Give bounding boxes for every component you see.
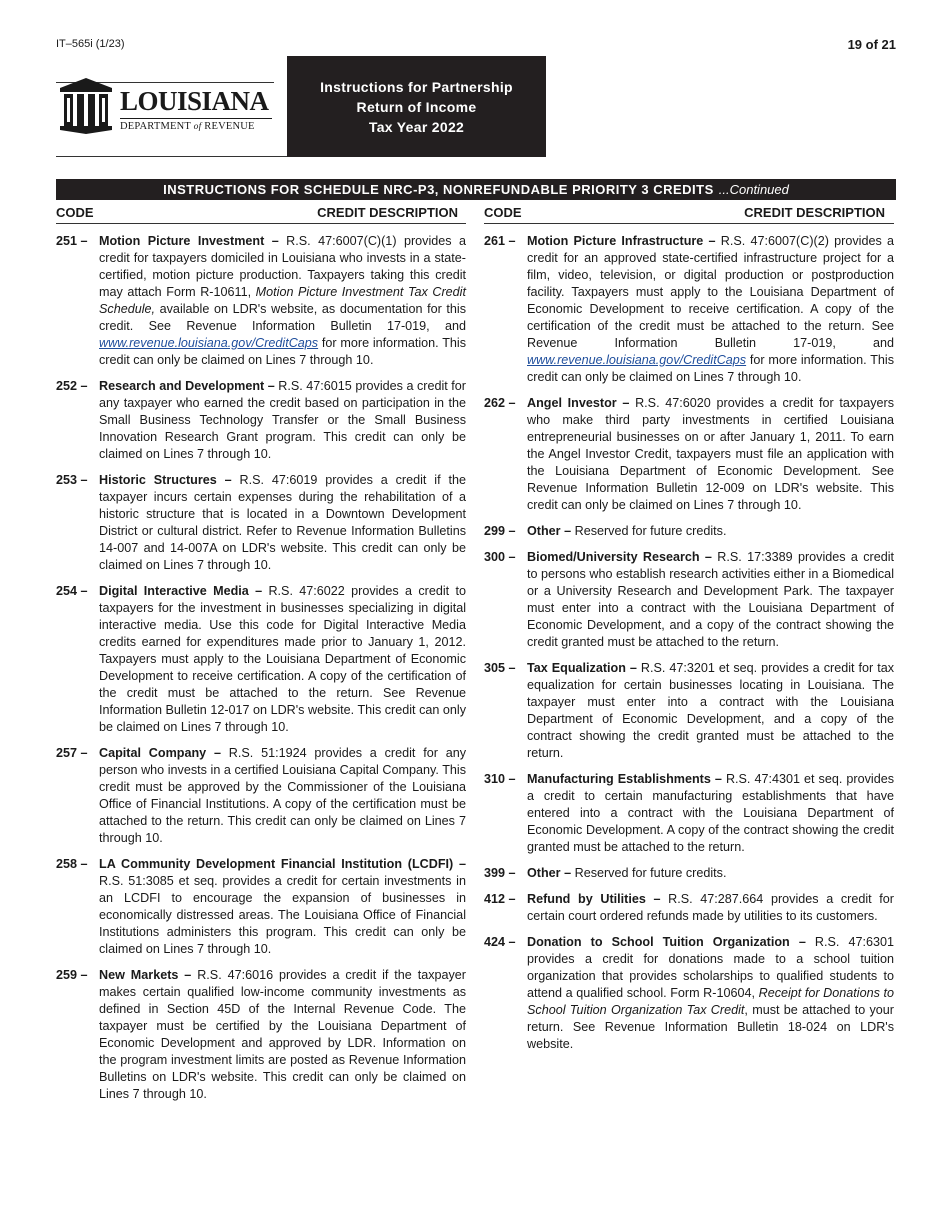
credit-name: Digital Interactive Media – <box>99 584 263 598</box>
credit-code: 253 – <box>56 473 88 487</box>
credit-code: 412 – <box>484 892 516 906</box>
credit-name: Other – <box>527 524 572 538</box>
right-column <box>484 204 894 1062</box>
credit-name: New Markets – <box>99 968 192 982</box>
credit-description: LA Community Development Financial Institution (LCDFI) – R.S. 51:3085 et seq. provides a credit for certain investments in an LCDFI to encourage the expansion of businesses in economically distressed areas. The Louisiana Office of Financial Institutions administers this program. This credit can only be claimed on Lines 7 through 10. <box>99 857 466 956</box>
credit-name: Angel Investor – <box>527 396 630 410</box>
credit-entry-399 <box>484 865 894 882</box>
credit-caps-link[interactable]: www.revenue.louisiana.gov/CreditCaps <box>527 353 747 367</box>
credit-entry-252 <box>56 378 466 463</box>
credit-description: Manufacturing Establishments – R.S. 47:4301 et seq. provides a credit to certain manufacturing establishments that have entered into a contract with the Louisiana Department of Economic Development. A copy of the contract showing the credit granted must be attached to the return. <box>527 772 894 854</box>
credit-description: Historic Structures – R.S. 47:6019 provides a credit if the taxpayer incurs certain expenses during the rehabilitation of a historic structure that is located in a Downtown Development District or cultural district. Refer to Revenue Information Bulletins 14-007 and 14-007A on LDR's website. This credit can only be claimed on Lines 7 through 10. <box>99 473 466 572</box>
left-column <box>56 204 466 1112</box>
code-header: CODE <box>56 205 94 220</box>
credit-entry-251 <box>56 233 466 369</box>
description-header: CREDIT DESCRIPTION <box>744 205 885 220</box>
credit-code: 310 – <box>484 772 516 786</box>
code-header: CODE <box>484 205 522 220</box>
credit-description: Motion Picture Investment – R.S. 47:6007(C)(1) provides a credit for taxpayers domiciled in Louisiana who invests in a state-certified, motion picture production. Taxpayers taking this credit may attach Form R-10611, Motion Picture Investment Tax Credit Schedule, available on LDR's website, as documentation for this credit. See Revenue Information Bulletin 17-019, and www.revenue.louisiana.gov/CreditCaps for more information. This credit can only be claimed on Lines 7 through 10. <box>99 234 466 367</box>
credit-name: Tax Equalization – <box>527 661 637 675</box>
credit-name: Donation to School Tuition Organization – <box>527 935 806 949</box>
description-header: CREDIT DESCRIPTION <box>317 205 458 220</box>
credit-entry-261 <box>484 233 894 386</box>
credit-code: 399 – <box>484 866 516 880</box>
credit-description: Other – Reserved for future credits. <box>527 866 727 880</box>
credit-code: 254 – <box>56 584 88 598</box>
title-line: Return of Income <box>356 98 477 115</box>
credit-code: 305 – <box>484 661 516 675</box>
credit-description: Donation to School Tuition Organization – R.S. 47:6301 provides a credit for donations made to a school tuition organization that provides scholarships to qualified students to attend a qualified school. Form R-10604, Receipt for Donations to School Tuition Organization Tax Credit, must be attached to your return. See Revenue Information Bulletin 18-024 on LDR's website. <box>527 935 895 1051</box>
credit-code: 258 – <box>56 857 88 871</box>
credit-description: Motion Picture Infrastructure – R.S. 47:6007(C)(2) provides a credit for an approved state-certified infrastructure project for a film, video, television, or digital production or postproduction facility. Taxpayers must apply to the Louisiana Department of Economic Development to receive certification. A copy of the certification of the credit must be attached to the return. See Revenue Information Bulletin 17-019, and www.revenue.louisiana.gov/CreditCaps for more information. This credit can only be claimed on Lines 7 through 10. <box>527 234 894 384</box>
section-header <box>56 179 896 200</box>
credit-entry-310 <box>484 771 894 856</box>
credit-name: Historic Structures – <box>99 473 232 487</box>
credit-entry-262 <box>484 395 894 514</box>
credit-name: Other – <box>527 866 572 880</box>
credit-description: Refund by Utilities – R.S. 47:287.664 provides a credit for certain court ordered refunds made by utilities to its customers. <box>527 892 894 923</box>
credit-name: Manufacturing Establishments – <box>527 772 722 786</box>
credit-name: Research and Development – <box>99 379 275 393</box>
column-header <box>56 204 466 224</box>
credit-description: Research and Development – R.S. 47:6015 provides a credit for any taxpayer who earned the credit based on participation in the Small Business Technology Transfer or the Small Business Innovation Research Grant program. This credit can only be claimed on Lines 7 through 10. <box>99 379 466 461</box>
credit-entry-254 <box>56 583 466 736</box>
credit-name: LA Community Development Financial Institution (LCDFI) – <box>99 857 466 871</box>
credit-caps-link[interactable]: www.revenue.louisiana.gov/CreditCaps <box>99 336 319 350</box>
credit-name: Capital Company – <box>99 746 221 760</box>
credit-entry-253 <box>56 472 466 574</box>
credit-description: Biomed/University Research – R.S. 17:3389 provides a credit to persons who establish research activities either in a Biomedical or a University Research and Development Park. The taxpayer must enter into a contract with the Louisiana Department of Economic Development, and a copy of the contract showing the credit granted must be attached to the return. <box>527 550 894 649</box>
credit-code: 299 – <box>484 524 516 538</box>
credit-description: Digital Interactive Media – R.S. 47:6022 provides a credit to taxpayers for the investment in businesses specializing in digital interactive media. Use this code for Digital Interactive Media credits earned for expenditures made prior to January 1, 2012. Taxpayers must apply to the Louisiana Department of Economic Development to receive certification. A copy of the certification of the credit must be attached to the return. See Revenue Information Bulletin 12-017 on LDR's website. This credit can only be claimed on Lines 7 through 10. <box>99 584 466 734</box>
credit-name: Biomed/University Research – <box>527 550 712 564</box>
credit-code: 261 – <box>484 234 516 248</box>
title-line: Tax Year 2022 <box>368 118 465 135</box>
document-title <box>287 56 546 157</box>
credit-entry-424 <box>484 934 894 1053</box>
credit-code: 259 – <box>56 968 88 982</box>
credit-code: 424 – <box>484 935 516 949</box>
credit-code: 262 – <box>484 396 516 410</box>
column-header <box>484 204 894 224</box>
page-number: 19 of 21 <box>847 37 896 52</box>
logo-subtitle: DEPARTMENT of REVENUE <box>120 118 272 132</box>
credit-description: Tax Equalization – R.S. 47:3201 et seq. provides a credit for tax equalization for certain businesses locating in Louisiana. The taxpayer must enter into a contract with the Louisiana Department of Economic Development, and a copy of the contract showing the credit granted must be attached to the return. <box>527 661 894 760</box>
credit-description: Capital Company – R.S. 51:1924 provides a credit for any person who invests in a certified Louisiana Capital Company. This credit must be approved by the Commissioner of the Louisiana Office of Financial Institutions. A copy of the certification must be attached to the return. This credit can only be claimed on Lines 7 through 10. <box>99 746 466 845</box>
credit-name: Motion Picture Investment – <box>99 234 279 248</box>
form-id: IT–565i (1/23) <box>56 38 125 50</box>
credit-entry-300 <box>484 549 894 651</box>
logo-wordmark: LOUISIANA <box>120 86 269 116</box>
credit-entry-257 <box>56 745 466 847</box>
credit-description: Angel Investor – R.S. 47:6020 provides a credit for taxpayers who make third party investments in certified Louisiana entrepreneurial businesses on or after January 1, 2011. To earn the Angel Investor Credit, taxpayers must file an application with the Louisiana Department of Economic Development. See Revenue Information Bulletin 12-009 on LDR's website. This credit can only be claimed on Lines 7 through 10. <box>527 396 894 512</box>
credit-description: New Markets – R.S. 47:6016 provides a credit if the taxpayer makes certain qualified low-income community investments as defined in Section 45D of the Internal Revenue Code. The taxpayer must be certified by the Louisiana Department of Economic Development and approved by LDR. Information on the program investment limits are posted as Revenue Information Bulletins on LDR's website. This credit can only be claimed on Lines 7 through 10. <box>99 968 466 1101</box>
credit-code: 257 – <box>56 746 88 760</box>
credit-entry-412 <box>484 891 894 925</box>
credit-entry-305 <box>484 660 894 762</box>
credit-entry-258 <box>56 856 466 958</box>
capitol-columns-icon <box>56 74 116 134</box>
credit-code: 300 – <box>484 550 516 564</box>
credit-name: Refund by Utilities – <box>527 892 661 906</box>
credit-code: 252 – <box>56 379 88 393</box>
logo-rule-bottom <box>56 156 287 157</box>
credit-code: 251 – <box>56 234 88 248</box>
title-line: Instructions for Partnership <box>320 78 513 95</box>
credit-entry-259 <box>56 967 466 1103</box>
credit-name: Motion Picture Infrastructure – <box>527 234 716 248</box>
section-title: INSTRUCTIONS FOR SCHEDULE NRC-P3, NONREFUNDABLE PRIORITY 3 CREDITS <box>163 182 714 197</box>
credit-entry-299 <box>484 523 894 540</box>
credit-description: Other – Reserved for future credits. <box>527 524 727 538</box>
continued-label: ...Continued <box>718 182 789 197</box>
ldr-logo <box>56 56 287 156</box>
